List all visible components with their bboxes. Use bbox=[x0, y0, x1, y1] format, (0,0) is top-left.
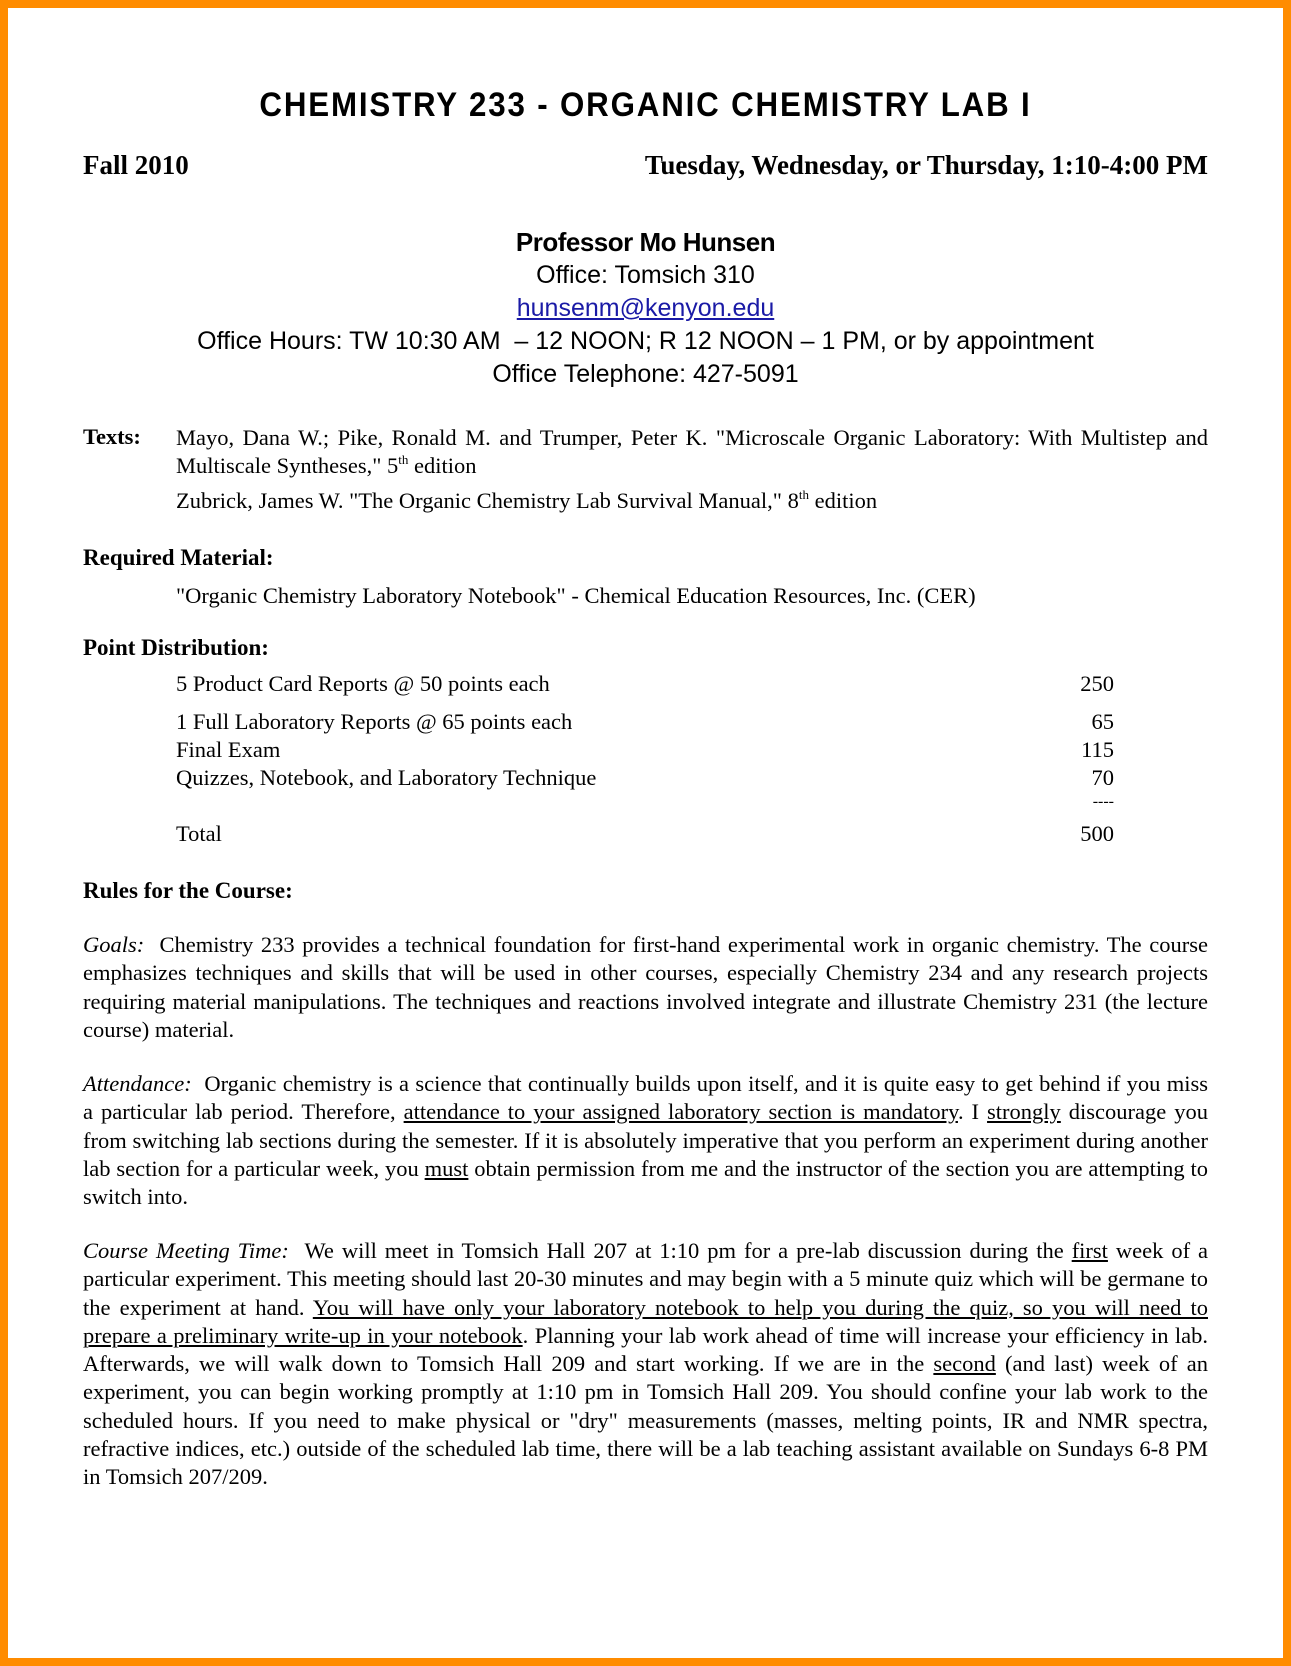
instructor-name: Professor Mo Hunsen bbox=[515, 227, 776, 257]
points-item-label: 1 Full Laboratory Reports @ 65 points each bbox=[176, 709, 573, 734]
meeting-time-paragraph: Course Meeting Time: We will meet in Tomsich Hall 207 at 1:10 pm for a pre-lab discussion during the first week of a particular experiment. This meeting should last 20-30 minutes and may begin with a 5 minute quiz which will be germane to the experiment at hand. You will have only your laboratory notebook to help you during the quiz, so you will need to prepare a preliminary write-up in your notebook. Planning your lab work ahead of time will increase your efficiency in lab. Afterwards, we will walk down to Tomsich Hall 209 and start working. If we are in the second (and last) week of an experiment, you can begin working promptly at 1:10 pm in Tomsich Hall 209. You should confine your lab work to the scheduled hours. If you need to make physical or "dry" measurements (masses, melting points, IR and NMR spectra, refractive indices, etc.) outside of the scheduled lab time, there will be a lab teaching assistant available on Sundays 6-8 PM in Tomsich 207/209. bbox=[83, 1238, 1209, 1490]
textbook-item bbox=[176, 487, 1208, 515]
required-material-item: "Organic Chemistry Laboratory Notebook" - Chemical Education Resources, Inc. (CER) bbox=[176, 583, 976, 608]
required-material-heading: Required Material: bbox=[83, 545, 274, 570]
meeting-time-text: We will meet in Tomsich Hall 207 at 1:10 pm for a pre-lab discussion during the bbox=[304, 1238, 1072, 1263]
points-item-value: 115 bbox=[1081, 737, 1114, 762]
meeting-time-text: week of a particular experiment. This meeting should last 20-30 minutes and may begin with a 5 minute quiz which will be germane to the experiment at hand. bbox=[83, 1238, 1209, 1320]
attendance-emphasis: attendance to your assigned laboratory section is mandatory bbox=[403, 1099, 958, 1125]
points-row bbox=[176, 671, 1114, 697]
textbook-citation: Zubrick, James W. "The Organic Chemistry Lab Survival Manual," 8 bbox=[176, 488, 799, 513]
goals-text: Chemistry 233 provides a technical foundation for first-hand experimental work in organic chemistry. The course emphasizes techniques and skills that will be used in other courses, especially Chemistry 234 and any research projects requiring material manipulations. The techniques and reactions involved integrate and illustrate Chemistry 231 (the lecture course) material. bbox=[83, 932, 1209, 1042]
textbook-citation: Mayo, Dana W.; Pike, Ronald M. and Trumper, Peter K. "Microscale Organic Laboratory: With Multistep and Multiscale Syntheses," 5 bbox=[176, 425, 1208, 478]
points-item-value: 65 bbox=[1091, 709, 1114, 734]
attendance-text: . I bbox=[957, 1099, 988, 1125]
office-hours: Office Hours: TW 10:30 AM – 12 NOON; R 12 NOON – 1 PM, or by appointment bbox=[197, 327, 1094, 355]
meeting-time-emphasis: first bbox=[1071, 1238, 1108, 1263]
ordinal-suffix: th bbox=[798, 487, 809, 502]
meeting-time-text: (and last) week of an experiment, you can begin working promptly at 1:10 pm in Tomsich Hall 209. You should confine your lab work to the scheduled hours. If you need to make physical or "dry" measurements (masses, melting points, IR and NMR spectra, refractive indices, etc.) outside of the scheduled lab time, there will be a lab teaching assistant available on Sundays 6-8 PM in Tomsich 207/209. bbox=[83, 1351, 1208, 1490]
attendance-text: discourage you from switching lab sections during the semester. If it is absolutely imperative that you perform an experiment during another lab section for a particular week, you bbox=[83, 1099, 1209, 1181]
course-title: CHEMISTRY 233 - ORGANIC CHEMISTRY LAB I bbox=[259, 86, 1032, 124]
points-item-label: 5 Product Card Reports @ 50 points each bbox=[176, 671, 550, 696]
points-item-label: Quizzes, Notebook, and Laboratory Technique bbox=[176, 765, 597, 790]
attendance-emphasis: must bbox=[424, 1155, 469, 1181]
instructor-info bbox=[0, 226, 1291, 391]
attendance-text: obtain permission from me and the instructor of the section you are attempting to switch into. bbox=[83, 1155, 1208, 1210]
textbook-item bbox=[176, 424, 1208, 480]
office-location: Office: Tomsich 310 bbox=[536, 261, 755, 289]
texts-label: Texts: bbox=[83, 424, 141, 449]
email-link[interactable]: hunsenm@kenyon.edu bbox=[516, 294, 775, 322]
attendance-emphasis: strongly bbox=[987, 1099, 1061, 1125]
points-row bbox=[176, 737, 1114, 763]
meeting-time-label: Course Meeting Time bbox=[83, 1238, 282, 1263]
points-separator-row bbox=[176, 793, 1114, 811]
points-item-value: 70 bbox=[1091, 765, 1114, 790]
goals-label: Goals bbox=[83, 932, 137, 957]
points-row bbox=[176, 765, 1114, 791]
edition-label: edition bbox=[808, 488, 878, 513]
point-distribution-heading: Point Distribution: bbox=[83, 635, 269, 660]
meeting-time-text: . Planning your lab work ahead of time will increase your efficiency in lab. Afterwards, we will walk down to Tomsich Hall 209 and start working. If we are in the bbox=[83, 1322, 1208, 1377]
term-label: Fall 2010 bbox=[83, 150, 189, 180]
meeting-time-emphasis: second bbox=[933, 1351, 996, 1377]
attendance-text: Organic chemistry is a science that continually builds upon itself, and it is quite easy to get behind if you miss a particular lab period. Therefore, bbox=[83, 1071, 1209, 1125]
goals-paragraph: Goals: Chemistry 233 provides a technical foundation for first-hand experimental work in organic chemistry. The course emphasizes techniques and skills that will be used in other courses, especially Chemistry 234 and any research projects requiring material manipulations. The techniques and reactions involved integrate and illustrate Chemistry 231 (the lecture course) material. bbox=[83, 932, 1209, 1042]
schedule-label: Tuesday, Wednesday, or Thursday, 1:10-4:00 PM bbox=[644, 150, 1208, 180]
points-item-value: 250 bbox=[1080, 671, 1114, 696]
term-schedule-row bbox=[83, 150, 1208, 181]
points-row bbox=[176, 709, 1114, 735]
ordinal-suffix: th bbox=[398, 452, 409, 467]
attendance-label: Attendance bbox=[83, 1071, 185, 1096]
points-item-label: Final Exam bbox=[176, 737, 281, 762]
points-separator: ---- bbox=[1092, 793, 1114, 810]
texts-list bbox=[176, 424, 1208, 515]
office-telephone: Office Telephone: 427-5091 bbox=[492, 360, 799, 388]
points-total-row bbox=[176, 821, 1114, 847]
meeting-time-emphasis: You will have only your laboratory notebook to help you during the quiz, so you will need to prepare a preliminary write-up in your notebook bbox=[83, 1294, 1208, 1348]
edition-label: edition bbox=[408, 453, 477, 478]
attendance-paragraph: Attendance: Organic chemistry is a science that continually builds upon itself, and it is quite easy to get behind if you miss a particular lab period. Therefore, attendance to your assigned laboratory section is mandatory. I strongly discourage you from switching lab sections during the semester. If it is absolutely imperative that you perform an experiment during another lab section for a particular week, you must obtain permission from me and the instructor of the section you are attempting to switch into. bbox=[83, 1071, 1209, 1210]
rules-heading: Rules for the Course: bbox=[83, 878, 293, 903]
points-total-value: 500 bbox=[1080, 821, 1114, 846]
points-total-label: Total bbox=[176, 821, 222, 846]
